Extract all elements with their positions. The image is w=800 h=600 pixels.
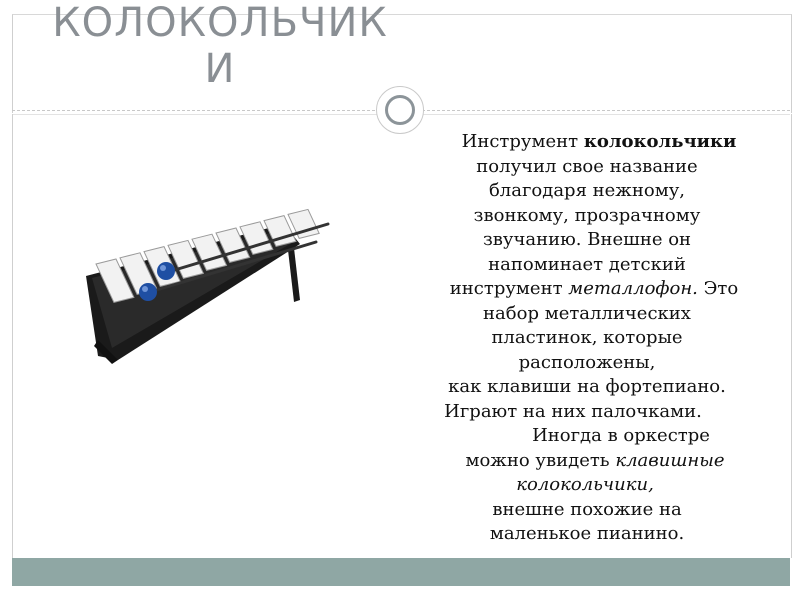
text-line: внешне похожие на: [492, 498, 682, 520]
description-text: [400, 130, 790, 547]
text-line: получил свое название: [476, 155, 698, 177]
keyword-metallophone: металлофон.: [568, 278, 698, 299]
text-line: колокольчики,: [516, 474, 654, 495]
text-line: как клавиши на фортепиано.: [448, 376, 726, 397]
text-line: напоминает детский: [488, 253, 686, 275]
slide-title: [40, 0, 400, 92]
text-line: расположены,: [518, 351, 656, 373]
keyword-bells: колокольчики: [583, 131, 737, 152]
text-line: маленькое пианино.: [489, 523, 685, 544]
text-line: набор металлических: [483, 302, 691, 324]
ring-icon: [376, 86, 424, 134]
glockenspiel-icon: [78, 200, 348, 370]
text-line: Иногда в оркестре: [532, 425, 710, 446]
keyword-keyboard: клавишные: [615, 449, 725, 471]
text-line: инструмент металлофон. Это: [449, 278, 739, 299]
text-line: Инструмент колокольчики: [461, 131, 737, 152]
text-line: Играют на них палочками.: [444, 400, 702, 422]
footer-bar: [12, 558, 790, 586]
title-line-1: КОЛОКОЛЬЧИК: [52, 0, 388, 46]
text-line: можно увидеть клавишные: [465, 449, 725, 471]
text-line: благодаря нежному,: [488, 180, 686, 201]
title-line-2: И: [204, 46, 236, 92]
text-line: звонкому, прозрачному: [473, 204, 701, 226]
text-line: звучанию. Внешне он: [482, 229, 692, 250]
text-line: пластинок, которые: [491, 327, 683, 348]
